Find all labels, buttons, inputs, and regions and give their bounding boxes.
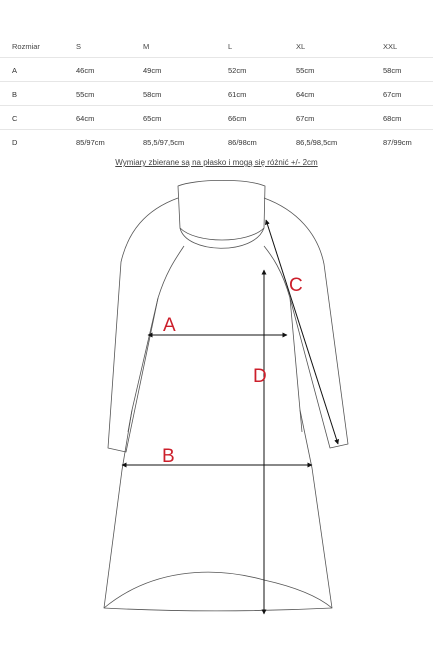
- table-cell: 87/99cm: [383, 138, 412, 147]
- table-row: [0, 106, 433, 130]
- table-cell: 58cm: [143, 90, 162, 99]
- header-cell: Rozmiar: [12, 42, 40, 51]
- table-cell: D: [12, 138, 18, 147]
- table-cell: 61cm: [228, 90, 247, 99]
- table-cell: 67cm: [383, 90, 402, 99]
- table-row: [0, 58, 433, 82]
- dress-body: [104, 298, 332, 611]
- dress-outline: [104, 180, 348, 611]
- table-cell: 64cm: [296, 90, 315, 99]
- table-cell: C: [12, 114, 18, 123]
- table-cell: 58cm: [383, 66, 402, 75]
- collar: [178, 180, 265, 240]
- table-cell: A: [12, 66, 18, 75]
- table-cell: 46cm: [76, 66, 95, 75]
- table-cell: 67cm: [296, 114, 315, 123]
- table-cell: 64cm: [76, 114, 95, 123]
- table-cell: 66cm: [228, 114, 247, 123]
- table-cell: 52cm: [228, 66, 247, 75]
- label-c: C: [289, 275, 303, 296]
- table-cell: 85,5/97,5cm: [143, 138, 185, 147]
- table-cell: 86,5/98,5cm: [296, 138, 338, 147]
- header-cell: XXL: [383, 42, 398, 51]
- label-d: D: [253, 366, 267, 387]
- table-cell: 55cm: [296, 66, 315, 75]
- label-a: A: [163, 315, 176, 336]
- table-row: [0, 130, 433, 153]
- label-b: B: [162, 446, 175, 467]
- size-table: [0, 34, 433, 153]
- header-cell: XL: [296, 42, 306, 51]
- table-row: [0, 82, 433, 106]
- table-cell: 85/97cm: [76, 138, 105, 147]
- header-cell: S: [76, 42, 82, 51]
- header-cell: L: [228, 42, 233, 51]
- table-cell: 86/98cm: [228, 138, 257, 147]
- measurement-labels: [162, 275, 303, 467]
- table-cell: 65cm: [143, 114, 162, 123]
- left-seam: [128, 410, 132, 432]
- table-header-row: [0, 34, 433, 58]
- collar-fold: [180, 228, 264, 248]
- table-cell: B: [12, 90, 18, 99]
- right-sleeve: [264, 198, 348, 448]
- table-cell: 55cm: [76, 90, 95, 99]
- hem-curve: [104, 572, 332, 608]
- table-cell: 49cm: [143, 66, 162, 75]
- table-cell: 68cm: [383, 114, 402, 123]
- measurement-arrows: [122, 220, 338, 614]
- header-cell: M: [143, 42, 150, 51]
- arrow-c: [266, 220, 338, 444]
- measurement-note: Wymiary zbierane są na płasko i mogą się różnić +/- 2cm: [115, 158, 318, 167]
- garment-diagram: [0, 170, 433, 650]
